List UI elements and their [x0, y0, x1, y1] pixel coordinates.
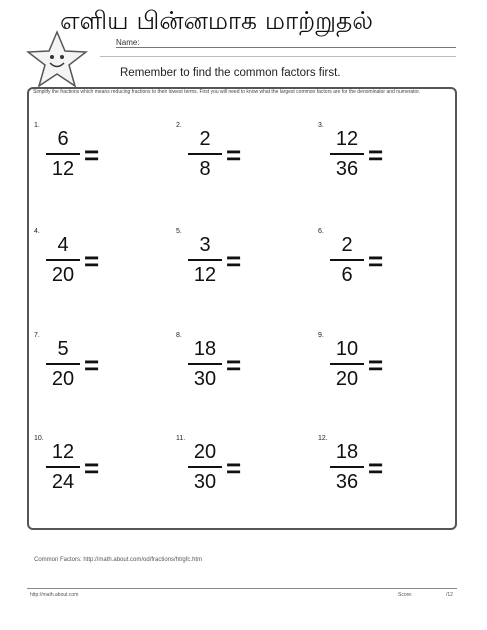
denominator: 24 [51, 471, 75, 493]
equals-sign: = [368, 453, 384, 483]
fraction [188, 338, 222, 390]
fraction-bar [46, 153, 80, 155]
fraction-bar [188, 259, 222, 261]
problem-number: 8. [176, 332, 182, 339]
fraction [188, 441, 222, 493]
fraction [188, 234, 222, 286]
denominator: 20 [51, 264, 75, 286]
fraction-bar [188, 363, 222, 365]
numerator: 20 [193, 441, 217, 463]
numerator: 3 [199, 234, 211, 256]
equals-sign: = [84, 140, 100, 170]
denominator: 8 [199, 158, 211, 180]
numerator: 10 [335, 338, 359, 360]
fraction [330, 441, 364, 493]
equals-sign: = [368, 140, 384, 170]
name-label: Name: [116, 38, 140, 47]
problem-number: 4. [34, 228, 40, 235]
instructions-text: Simplify the fractions which means reducing fractions to their lowest terms. First you will need to know what the largest common factors are for the denominator and numerator. [33, 89, 421, 95]
problem-number: 3. [318, 122, 324, 129]
score-label: Score: [398, 592, 413, 598]
problem-number: 12. [318, 435, 328, 442]
fraction [46, 234, 80, 286]
problem-number: 5. [176, 228, 182, 235]
equals-sign: = [226, 453, 242, 483]
denominator: 20 [335, 368, 359, 390]
numerator: 18 [335, 441, 359, 463]
equals-sign: = [84, 350, 100, 380]
equals-sign: = [84, 453, 100, 483]
numerator: 12 [335, 128, 359, 150]
problem-number: 7. [34, 332, 40, 339]
equals-sign: = [226, 246, 242, 276]
fraction-bar [188, 466, 222, 468]
denominator: 36 [335, 158, 359, 180]
fraction-bar [330, 259, 364, 261]
fraction-bar [188, 153, 222, 155]
denominator: 36 [335, 471, 359, 493]
denominator: 12 [193, 264, 217, 286]
fraction-bar [46, 259, 80, 261]
fraction [188, 128, 222, 180]
problem-number: 1. [34, 122, 40, 129]
problem-number: 11. [176, 435, 186, 442]
numerator: 18 [193, 338, 217, 360]
fraction-bar [330, 466, 364, 468]
problem-number: 10. [34, 435, 44, 442]
fraction [330, 234, 364, 286]
problem-number: 2. [176, 122, 182, 129]
problem-number: 6. [318, 228, 324, 235]
equals-sign: = [226, 140, 242, 170]
fraction [46, 128, 80, 180]
fraction-bar [46, 363, 80, 365]
footer-divider [27, 588, 457, 589]
denominator: 6 [341, 264, 353, 286]
fraction [330, 338, 364, 390]
denominator: 12 [51, 158, 75, 180]
reference-link[interactable]: Common Factors: http://math.about.com/od/fractions/ht/gfc.htm [34, 557, 203, 563]
numerator: 6 [57, 128, 69, 150]
fraction [330, 128, 364, 180]
equals-sign: = [368, 350, 384, 380]
numerator: 5 [57, 338, 69, 360]
fraction-bar [330, 153, 364, 155]
numerator: 2 [341, 234, 353, 256]
problem-number: 9. [318, 332, 324, 339]
denominator: 30 [193, 471, 217, 493]
denominator: 20 [51, 368, 75, 390]
denominator: 30 [193, 368, 217, 390]
numerator: 2 [199, 128, 211, 150]
numerator: 4 [57, 234, 69, 256]
score-total: /12 [446, 592, 453, 598]
equals-sign: = [84, 246, 100, 276]
equals-sign: = [226, 350, 242, 380]
fraction-bar [330, 363, 364, 365]
equals-sign: = [368, 246, 384, 276]
fraction [46, 338, 80, 390]
divider [100, 56, 456, 57]
name-line[interactable] [116, 47, 456, 48]
fraction-bar [46, 466, 80, 468]
worksheet-title: எளிய பின்னமாக மாற்றுதல் [60, 6, 374, 35]
fraction [46, 441, 80, 493]
numerator: 12 [51, 441, 75, 463]
smiling-star-icon [26, 30, 88, 88]
site-url[interactable]: http://math.about.com [30, 592, 79, 598]
reminder-text: Remember to find the common factors first. [120, 67, 341, 79]
